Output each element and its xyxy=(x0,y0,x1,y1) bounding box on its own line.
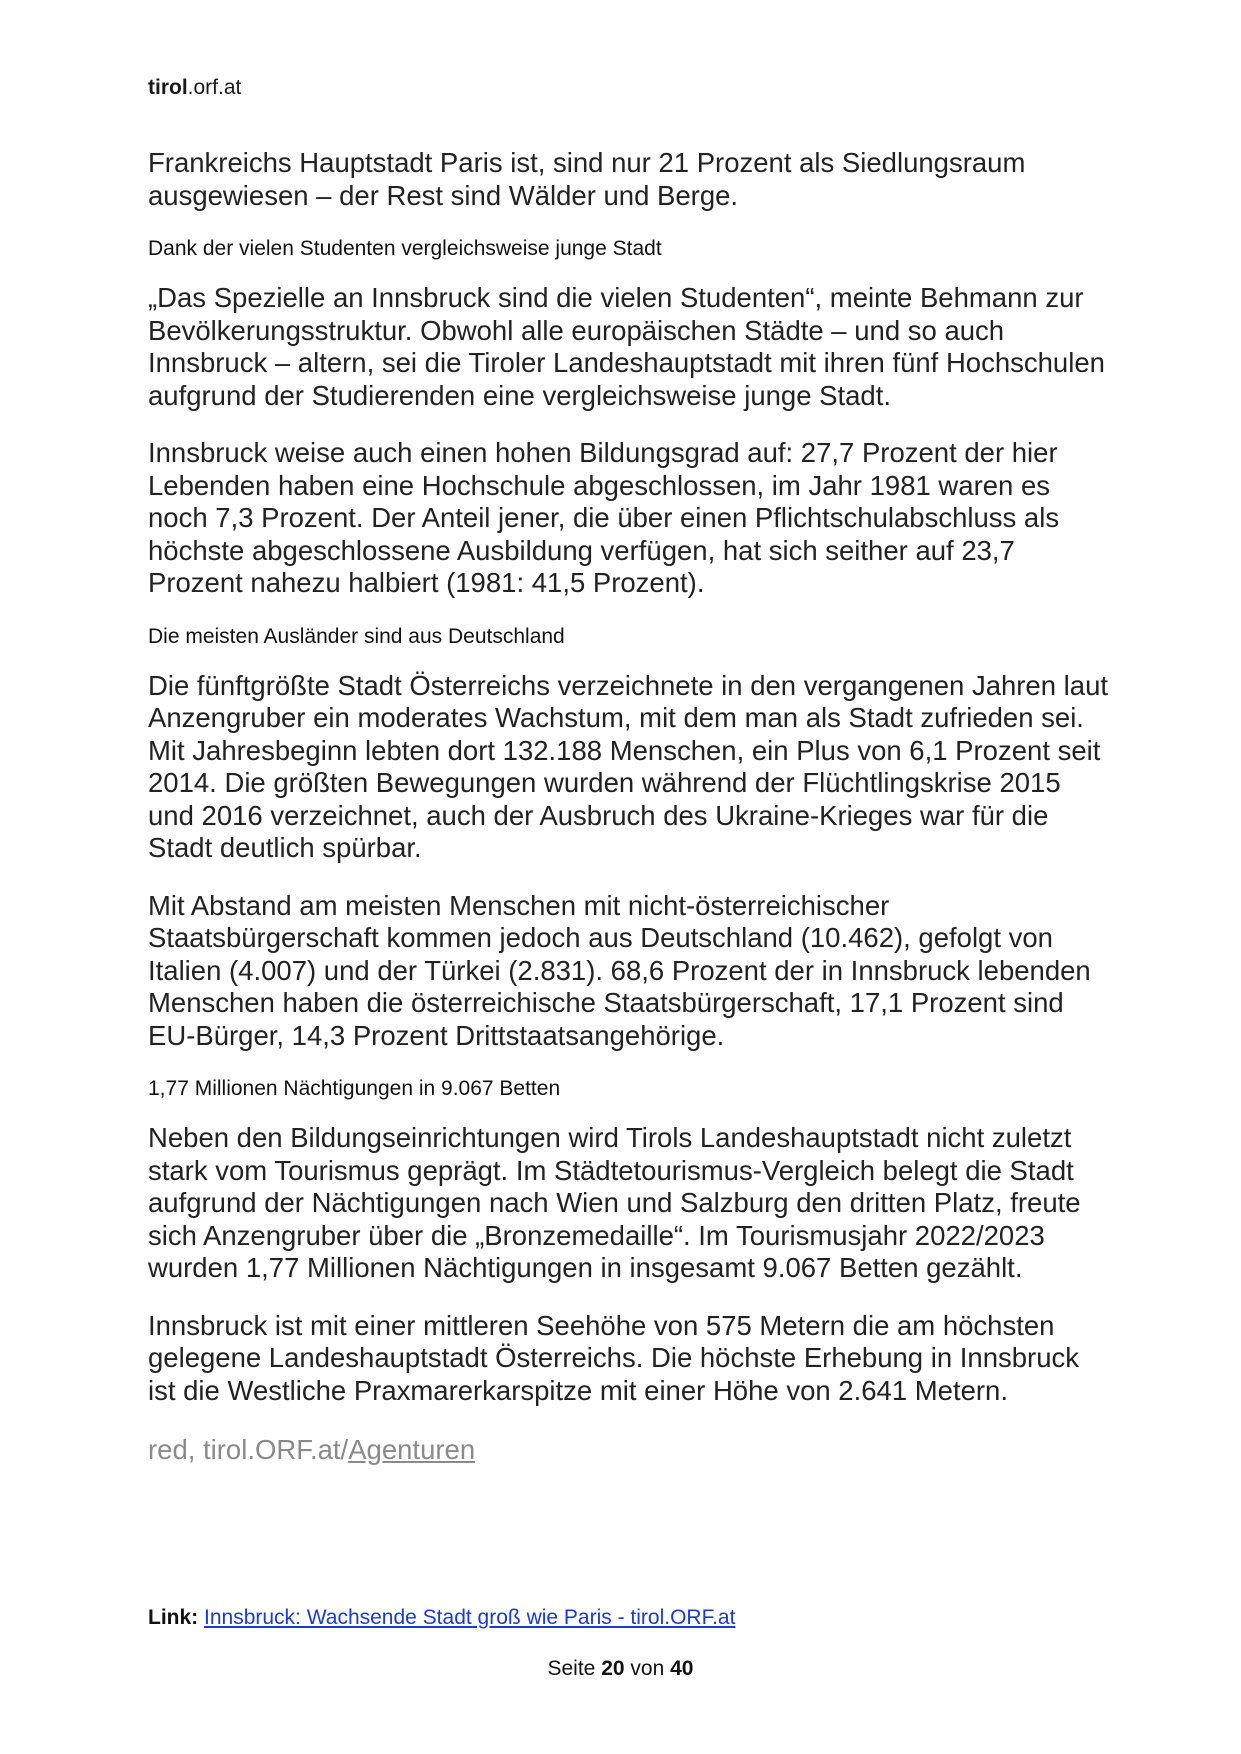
source-article-link[interactable]: Innsbruck: Wachsende Stadt groß wie Paris - tirol.ORF.at xyxy=(204,1606,736,1629)
paragraph: Innsbruck ist mit einer mittleren Seehöhe von 575 Metern die am höchsten gelegene Landeshauptstadt Österreichs. Die höchste Erhebung in Innsbruck ist die Westliche Praxmarerkarspitze mit einer Höhe von 2.641 Metern. xyxy=(148,1309,1080,1406)
page-prefix: Seite xyxy=(547,1657,596,1680)
subheading: Dank der vielen Studenten vergleichsweise junge Stadt xyxy=(148,237,662,260)
page-middle: von xyxy=(630,1657,665,1680)
article-body xyxy=(148,147,1108,1466)
current-page-number: 20 xyxy=(601,1657,625,1680)
subheading: 1,77 Millionen Nächtigungen in 9.067 Betten xyxy=(148,1077,561,1100)
subheading: Die meisten Ausländer sind aus Deutschland xyxy=(148,624,565,648)
link-label: Link: xyxy=(148,1606,199,1629)
page-footer xyxy=(0,1657,1241,1681)
paragraph: Neben den Bildungseinrichtungen wird Tirols Landeshauptstadt nicht zuletzt stark vom Tourismus geprägt. Im Städtetourismus-Vergleich belegt die Stadt aufgrund der Nächtigungen nach Wien und Salzburg den dritten Platz, freute sich Anzengruber über die „Bronzemedaille“. Im Tourismusjahr 2022/2023 wurden 1,77 Millionen Nächtigungen in insgesamt 9.067 Betten gezählt. xyxy=(148,1122,1081,1283)
credit-text: red, tirol.ORF.at/ xyxy=(148,1434,349,1465)
total-pages-number: 40 xyxy=(670,1657,694,1680)
article-credit xyxy=(148,1434,1108,1466)
paragraph: „Das Spezielle an Innsbruck sind die vielen Studenten“, meinte Behmann zur Bevölkerungsstruktur. Obwohl alle europäischen Städte – und so auch Innsbruck – altern, sei die Tiroler Landeshauptstadt mit ihren fünf Hochschulen aufgrund der Studierenden eine vergleichsweise junge Stadt. xyxy=(148,282,1105,411)
paragraph: Mit Abstand am meisten Menschen mit nicht-österreichischer Staatsbürgerschaft kommen jedoch aus Deutschland (10.462), gefolgt von Italien (4.007) und der Türkei (2.831). 68,6 Prozent der in Innsbruck lebenden Menschen haben die österreichische Staatsbürgerschaft, 17,1 Prozent sind EU-Bürger, 14,3 Prozent Drittstaatsangehörige. xyxy=(148,889,1091,1051)
credit-agenturen-link[interactable]: Agenturen xyxy=(348,1434,476,1465)
source-link-line xyxy=(148,1606,735,1630)
site-name-bold: tirol xyxy=(148,76,188,99)
site-name-domain: .orf.at xyxy=(187,76,242,99)
paragraph: Die fünftgrößte Stadt Österreichs verzeichnete in den vergangenen Jahren laut Anzengruber ein moderates Wachstum, mit dem man als Stadt zufrieden sei. Mit Jahresbeginn lebten dort 132.188 Menschen, ein Plus von 6,1 Prozent seit 2014. Die größten Bewegungen wurden während der Flüchtlingskrise 2015 und 2016 verzeichnet, auch der Ausbruch des Ukraine-Krieges war für die Stadt deutlich spürbar. xyxy=(148,669,1109,863)
paragraph: Frankreichs Hauptstadt Paris ist, sind nur 21 Prozent als Siedlungsraum ausgewiesen – der Rest sind Wälder und Berge. xyxy=(148,147,1026,211)
site-header xyxy=(148,76,241,100)
paragraph: Innsbruck weise auch einen hohen Bildungsgrad auf: 27,7 Prozent der hier Lebenden haben eine Hochschule abgeschlossen, im Jahr 1981 waren es noch 7,3 Prozent. Der Anteil jener, die über einen Pflichtschulabschluss als höchste abgeschlossene Ausbildung verfügen, hat sich seither auf 23,7 Prozent nahezu halbiert (1981: 41,5 Prozent). xyxy=(148,437,1060,598)
